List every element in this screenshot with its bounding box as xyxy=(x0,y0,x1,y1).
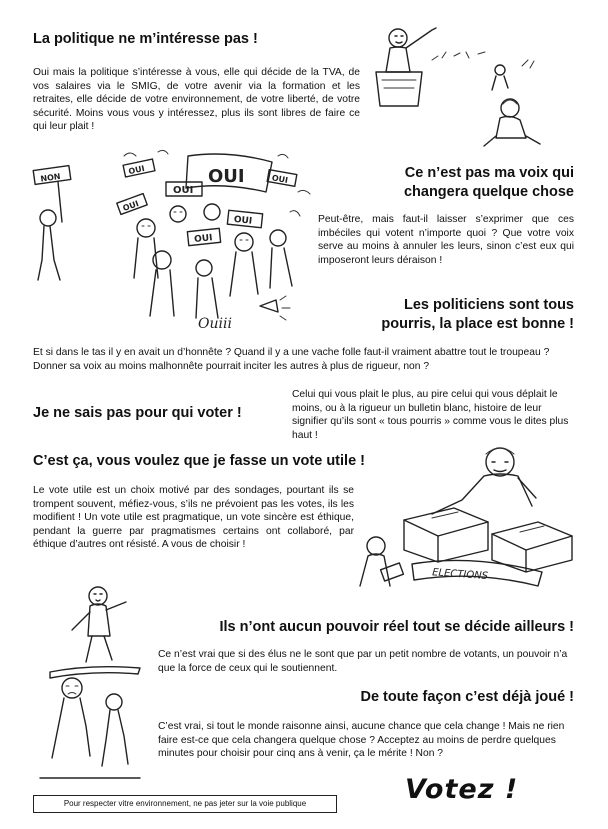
non-sign-holder xyxy=(33,166,71,280)
heading-politicians-rotten xyxy=(330,296,574,334)
sign-non-label: NON xyxy=(39,171,62,184)
crowd-shout-ouiii: Ouiii xyxy=(198,316,232,332)
banner-oui-label: OUI xyxy=(208,166,245,187)
heading-line-2: changera quelque chose xyxy=(403,184,574,200)
paragraph-dont-know-who: Celui qui vous plait le plus, au pire celui qui vous déplait le moins, ou à la rigueur un bulletin blanc, histoire de leur signifier qu’ils sont « tous pourris » comme vous le dites plus haut ! xyxy=(292,389,569,441)
illustration-people-pyramid xyxy=(30,582,150,784)
paragraph-already-decided: C’est vrai, si tout le monde raisonne ainsi, aucune chance que cela change ! Mais ne rien faire est-ce que cela changera quelque chose ? Acceptez au moins de perdre quelques minutes pour choisir pour cinq ans à venir, ça le mérite ! Non ? xyxy=(158,721,565,760)
heading-no-real-power: Ils n’ont aucun pouvoir réel tout se décide ailleurs ! xyxy=(219,619,574,635)
sign-oui-4: OUI xyxy=(233,214,253,227)
heading-line-2: pourris, la place est bonne ! xyxy=(381,316,574,332)
paragraph-no-real-power: Ce n’est vrai que si des élus ne le sont que par un petit nombre de votants, un pouvoir n’a que la force de ceux qui le soutiennent. xyxy=(158,649,568,674)
footer-notice: Pour respecter vitre environnement, ne pas jeter sur la voie publique xyxy=(33,795,337,813)
illustration-speaker-podium xyxy=(362,22,557,157)
paragraph-useful-vote: Le vote utile est un choix motivé par des sondages, pourtant ils se trompent souvent, méfiez-vous, s’ils ne prévoient pas les votes, ils les modifient ! Un vote utile est pragmatique, un vote sincère est éthique, pendant la guerre par pragmatismes certains ont collaboré, par éthique d’autres ont résisté. A vous de choisir ! xyxy=(33,485,354,551)
heading-line-1: Ce n’est pas ma voix qui xyxy=(404,165,574,181)
heading-my-vote-changes-nothing xyxy=(340,164,574,202)
heading-dont-know-who: Je ne sais pas pour qui voter ! xyxy=(33,405,242,421)
heading-line-1: Les politiciens sont tous xyxy=(404,297,574,313)
sign-oui-1: OUI xyxy=(127,163,146,177)
sign-oui-2: OUI xyxy=(173,185,194,196)
elections-banner-label: ELECTIONS xyxy=(431,567,489,583)
sign-oui-6: OUI xyxy=(271,173,289,185)
banner-oui xyxy=(186,154,272,192)
illustration-protest-crowd xyxy=(28,142,328,342)
sign-oui-5: OUI xyxy=(193,233,213,246)
heading-already-decided: De toute façon c’est déjà joué ! xyxy=(360,689,574,705)
heading-politics-not-interested: La politique ne m’intéresse pas ! xyxy=(33,31,258,47)
paragraph-my-vote-changes-nothing: Peut-être, mais faut-il laisser s’exprimer que ces imbéciles qui votent n’importe quoi ? Que votre voix serve au moins à annuler les leurs, sinon c’est eux qui imposeront leurs déraison ! xyxy=(318,214,574,266)
paragraph-politics-not-interested: Oui mais la politique s’intéresse à vous, elle qui décide de la TVA, de vos salaires via le SMIG, de votre avenir via la formation et les retraites, elle décide de votre environnement, de votre liberté, de votre sécurité. Moins vous vous y intéressez, plus ils sont libres de faire ce qui leur plait ! xyxy=(33,67,360,133)
illustration-elections-ballot xyxy=(352,436,588,596)
sign-oui-3: OUI xyxy=(121,199,140,214)
votez-slogan: Votez ! xyxy=(405,774,519,805)
paragraph-politicians-rotten: Et si dans le tas il y en avait un d’honnête ? Quand il y a une vache folle faut-il vraiment abattre tout le troupeau ? Donner sa voix au moins malhonnête pourrait inciter les autres à plus de rigueur, non ? xyxy=(33,347,550,372)
heading-useful-vote: C’est ça, vous voulez que je fasse un vote utile ! xyxy=(33,453,365,469)
